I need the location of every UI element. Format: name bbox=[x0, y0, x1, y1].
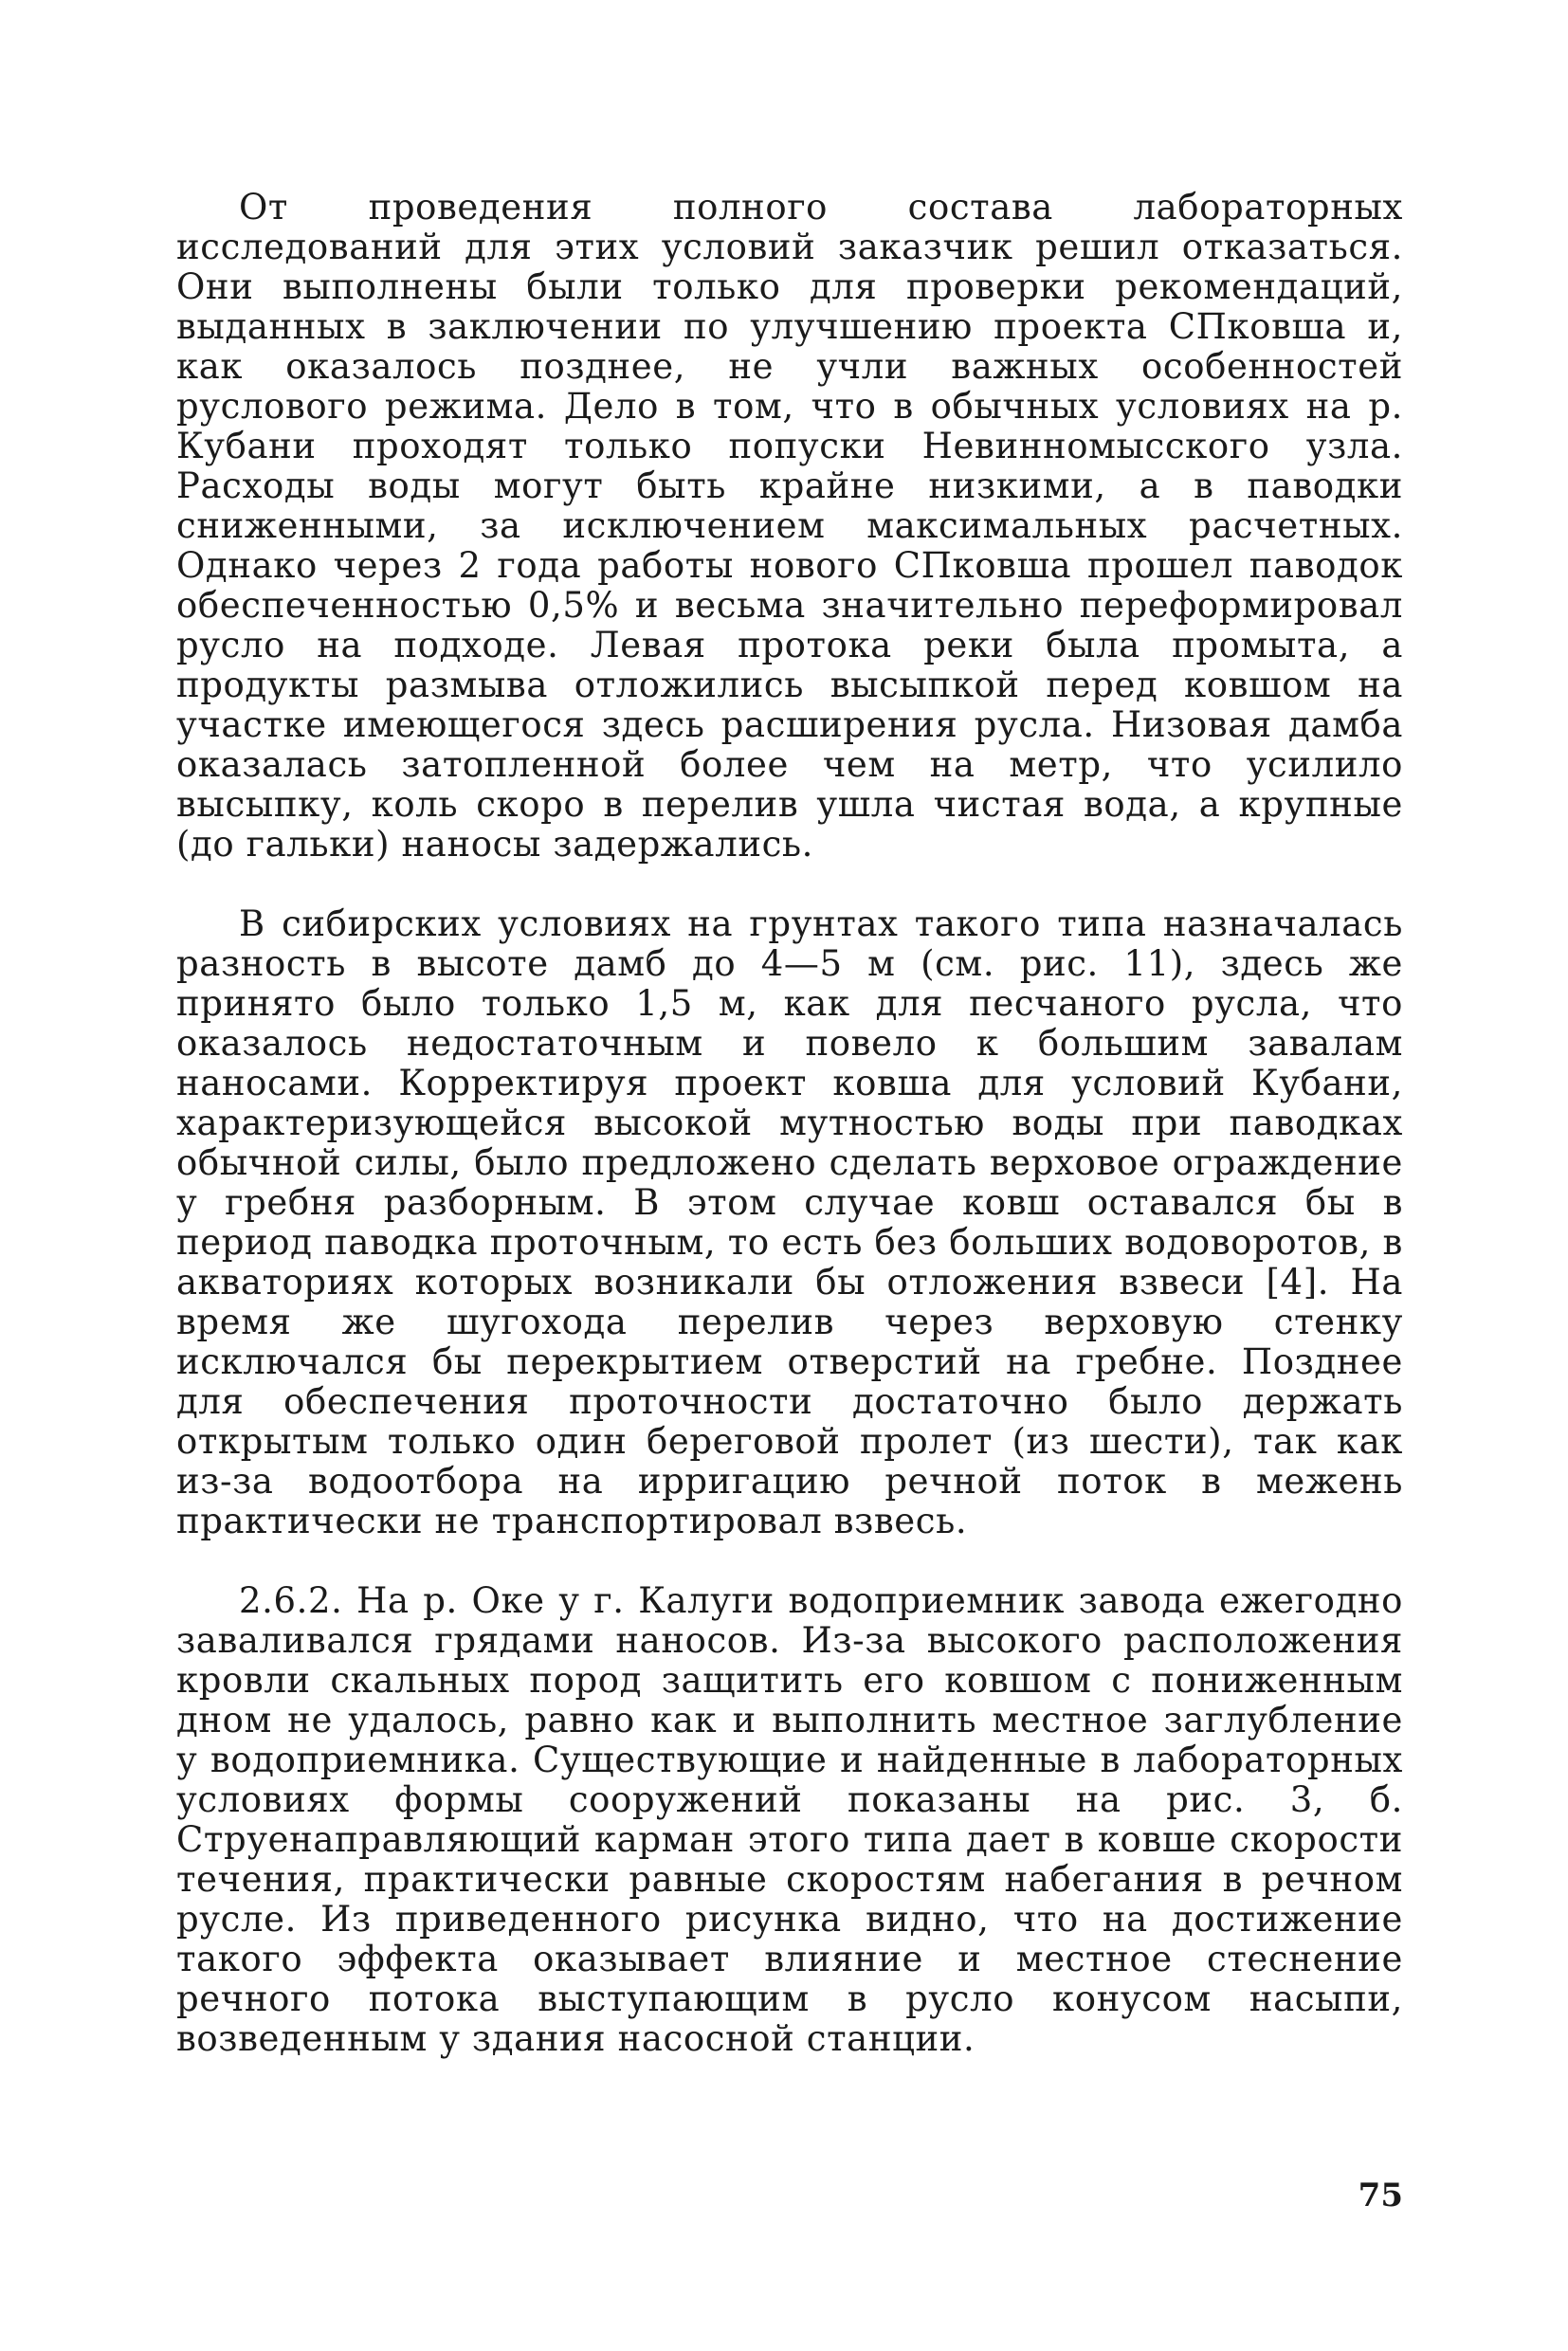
paragraph-oka-kaluga: 2.6.2. На р. Оке у г. Калуги водоприемник завода ежегодно заваливался грядами наносов. Из-за высокого расположения кровли скальных пород защитить его ковшом с пониженным дном не удалось, равно как и выполнить местное заглубление у водоприемника. Существующие и найденные в лабораторных условиях формы сооружений показаны на рис. 3, б. Струенаправляющий карман этого типа дает в ковше скорости течения, практически равные скоростям набегания в речном русле. Из приведенного рисунка видно, что на достижение такого эффекта оказывает влияние и местное стеснение речного потока выступающим в русло конусом насыпи, возведенным у здания насосной станции. bbox=[176, 1580, 1403, 2059]
paragraph-kuban-ladle: От проведения полного состава лабораторных исследований для этих условий заказчик решил отказаться. Они выполнены были только для проверки рекомендаций, выданных в заключении по улучшению проекта СПковша и, как оказалось позднее, не учли важных особенностей руслового режима. Дело в том, что в обычных условиях на р. Кубани проходят только попуски Невинномысского узла. Расходы воды могут быть крайне низкими, а в паводки сниженными, за исключением максимальных расчетных. Однако через 2 года работы нового СПковша прошел паводок обеспеченностью 0,5% и весьма значительно переформировал русло на подходе. Левая протока реки была промыта, а продукты размыва отложились высыпкой перед ковшом на участке имеющегося здесь расширения русла. Низовая дамба оказалась затопленной более чем на метр, что усилило высыпку, коль скоро в перелив ушла чистая вода, а крупные (до гальки) наносы задержались. bbox=[176, 187, 1403, 865]
body-text bbox=[176, 188, 1403, 2059]
page-number: 75 bbox=[1358, 2177, 1403, 2214]
paragraph-siberian-conditions: В сибирских условиях на грунтах такого типа назначалась разность в высоте дамб до 4—5 м (см. рис. 11), здесь же принято было только 1,5 м, как для песчаного русла, что оказалось недостаточным и повело к большим завалам наносами. Корректируя проект ковша для условий Кубани, характеризующейся высокой мутностью воды при паводках обычной силы, было предложено сделать верховое ограждение у гребня разборным. В этом случае ковш оставался бы в период паводка проточным, то есть без больших водоворотов, в акваториях которых возникали бы отложения взвеси [4]. На время же шугохода перелив через верховую стенку исключался бы перекрытием отверстий на гребне. Позднее для обеспечения проточности достаточно было держать открытым только один береговой пролет (из шести), так как из-за водоотбора на ирригацию речной поток в межень практически не транспортировал взвесь. bbox=[176, 903, 1403, 1541]
